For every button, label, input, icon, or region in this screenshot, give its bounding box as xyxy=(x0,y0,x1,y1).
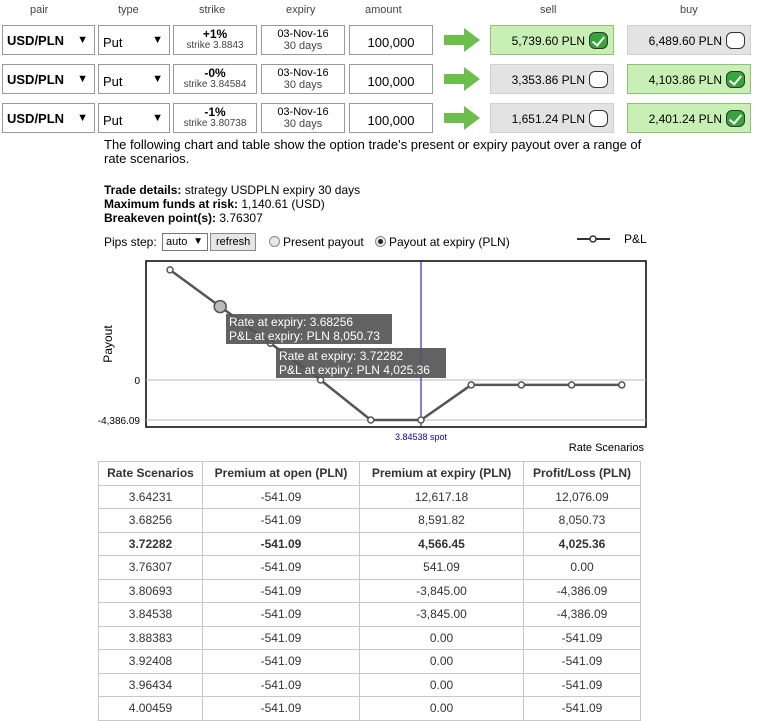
strike-value: strike 3.8843 xyxy=(186,40,244,51)
table-cell: -541.09 xyxy=(203,532,360,556)
pair-select[interactable] xyxy=(2,64,95,94)
pnl-point xyxy=(518,382,524,388)
table-cell: 4,566.45 xyxy=(360,532,524,556)
sell-price-button[interactable] xyxy=(490,103,614,133)
strike-field[interactable] xyxy=(173,25,257,55)
type-value: Put xyxy=(103,35,123,50)
expiry-days: 30 days xyxy=(283,118,323,130)
tooltip-rate: Rate at expiry: 3.72282 xyxy=(279,349,404,363)
table-cell: 3.64231 xyxy=(99,485,203,509)
sell-price: 3,353.86 PLN xyxy=(511,73,585,87)
table-cell: 0.00 xyxy=(360,650,524,674)
expiry-days: 30 days xyxy=(283,79,323,91)
table-cell: -541.09 xyxy=(524,697,641,721)
chevron-down-icon: ▼ xyxy=(77,73,88,85)
table-cell: -541.09 xyxy=(203,509,360,533)
arrow-right-icon xyxy=(444,106,480,130)
table-cell: -541.09 xyxy=(203,650,360,674)
sell-price-button[interactable] xyxy=(490,64,614,94)
expiry-date: 03-Nov-16 xyxy=(277,28,329,40)
amount-input[interactable]: 100,000 xyxy=(349,103,433,133)
table-cell: -541.09 xyxy=(203,697,360,721)
pnl-point xyxy=(214,301,226,313)
trade-row xyxy=(0,64,758,96)
sell-checkbox[interactable] xyxy=(589,32,608,49)
buy-price-button[interactable] xyxy=(627,103,751,133)
sell-price-button[interactable] xyxy=(490,25,614,55)
table-row xyxy=(99,673,641,697)
table-cell: 4.00459 xyxy=(99,697,203,721)
chevron-down-icon: ▼ xyxy=(77,112,88,124)
refresh-button[interactable]: refresh xyxy=(210,233,256,251)
table-row xyxy=(99,579,641,603)
expiry-field[interactable] xyxy=(261,64,345,94)
tooltip-pnl: P&L at expiry: PLN 8,050.73 xyxy=(229,329,380,343)
chevron-down-icon: ▼ xyxy=(152,34,163,46)
table-cell: 0.00 xyxy=(360,673,524,697)
table-cell: 12,076.09 xyxy=(524,485,641,509)
trade-row xyxy=(0,103,758,135)
table-body xyxy=(99,485,641,720)
pips-step-value: auto xyxy=(166,236,188,248)
chart-legend xyxy=(577,232,647,246)
buy-price-button[interactable] xyxy=(627,25,751,55)
strike-field[interactable] xyxy=(173,64,257,94)
table-cell: 12,617.18 xyxy=(360,485,524,509)
type-value: Put xyxy=(103,74,123,89)
type-select[interactable] xyxy=(98,103,170,133)
strike-value: strike 3.84584 xyxy=(183,79,247,90)
pnl-point xyxy=(167,267,173,273)
sell-checkbox[interactable] xyxy=(589,71,608,88)
column-header: Premium at open (PLN) xyxy=(203,462,360,486)
table-row xyxy=(99,650,641,674)
y-axis-label: Payout xyxy=(101,325,115,363)
trade-details-label: Trade details: xyxy=(104,183,182,197)
pair-value: USD/PLN xyxy=(7,72,65,87)
trade-row xyxy=(0,25,758,57)
table-cell: 3.72282 xyxy=(99,532,203,556)
strike-percent: +1% xyxy=(202,27,228,41)
pair-value: USD/PLN xyxy=(7,33,65,48)
pnl-point xyxy=(418,417,424,423)
pnl-point xyxy=(368,417,374,423)
spot-label: 3.84538 spot xyxy=(394,432,448,442)
amount-input[interactable]: 100,000 xyxy=(349,64,433,94)
type-value: Put xyxy=(103,113,123,128)
header-sell: sell xyxy=(540,4,557,16)
header-expiry: expiry xyxy=(286,4,316,16)
table-row xyxy=(99,509,641,533)
pair-select[interactable] xyxy=(2,103,95,133)
table-row xyxy=(99,603,641,627)
column-header: Profit/Loss (PLN) xyxy=(524,462,641,486)
sell-checkbox[interactable] xyxy=(589,110,608,127)
header-strike: strike xyxy=(199,4,226,16)
breakeven-label: Breakeven point(s): xyxy=(104,211,217,225)
table-row xyxy=(99,532,641,556)
chevron-down-icon: ▼ xyxy=(193,236,203,247)
table-cell: -4,386.09 xyxy=(524,579,641,603)
table-row xyxy=(99,626,641,650)
pnl-point xyxy=(619,382,625,388)
arrow-right-icon xyxy=(444,67,480,91)
breakeven-value: 3.76307 xyxy=(219,211,263,225)
table-cell: 8,591.82 xyxy=(360,509,524,533)
chevron-down-icon: ▼ xyxy=(152,73,163,85)
type-select[interactable] xyxy=(98,25,170,55)
expiry-field[interactable] xyxy=(261,103,345,133)
chevron-down-icon: ▼ xyxy=(152,112,163,124)
expiry-field[interactable] xyxy=(261,25,345,55)
y-tick-label: 0 xyxy=(134,376,140,387)
buy-price-button[interactable] xyxy=(627,64,751,94)
table-cell: 3.92408 xyxy=(99,650,203,674)
pair-value: USD/PLN xyxy=(7,111,65,126)
table-row xyxy=(99,556,641,580)
table-cell: 3.84538 xyxy=(99,603,203,627)
buy-price: 2,401.24 PLN xyxy=(648,112,722,126)
payout-chart xyxy=(90,226,660,456)
plot-area xyxy=(146,261,646,427)
table-cell: 0.00 xyxy=(360,697,524,721)
trade-details-value: strategy USDPLN expiry 30 days xyxy=(184,183,361,197)
expiry-date: 03-Nov-16 xyxy=(277,106,329,118)
column-header: Premium at expiry (PLN) xyxy=(360,462,524,486)
expiry-date: 03-Nov-16 xyxy=(277,67,329,79)
chevron-down-icon: ▼ xyxy=(77,34,88,46)
table-cell: -3,845.00 xyxy=(360,603,524,627)
buy-price: 6,489.60 PLN xyxy=(648,34,722,48)
strike-percent: -0% xyxy=(204,66,226,80)
table-cell: 3.76307 xyxy=(99,556,203,580)
expiry-days: 30 days xyxy=(283,40,323,52)
legend-marker xyxy=(590,236,596,242)
table-header-row xyxy=(99,462,641,486)
table-cell: 3.68256 xyxy=(99,509,203,533)
table-cell: 3.88383 xyxy=(99,626,203,650)
header-amount: amount xyxy=(365,4,402,16)
table-cell: 0.00 xyxy=(360,626,524,650)
table-cell: 3.80693 xyxy=(99,579,203,603)
sell-price: 5,739.60 PLN xyxy=(511,34,585,48)
column-header: Rate Scenarios xyxy=(99,462,203,486)
table-cell: -541.09 xyxy=(203,579,360,603)
max-risk-label: Maximum funds at risk: xyxy=(104,197,239,211)
table-cell: -541.09 xyxy=(203,603,360,627)
table-cell: -541.09 xyxy=(203,485,360,509)
table-cell: 8,050.73 xyxy=(524,509,641,533)
strike-percent: -1% xyxy=(204,105,226,119)
table-cell: -541.09 xyxy=(524,650,641,674)
intro-text: The following chart and table show the option trade's present or expiry payout over a range of rate scenarios. xyxy=(104,137,642,166)
header-pair: pair xyxy=(30,4,49,16)
sell-price: 1,651.24 PLN xyxy=(511,112,585,126)
tooltip-pnl: P&L at expiry: PLN 4,025.36 xyxy=(279,363,430,377)
pips-step-label: Pips step: xyxy=(104,235,157,249)
table-cell: -541.09 xyxy=(524,626,641,650)
table-cell: -4,386.09 xyxy=(524,603,641,627)
tooltip-rate: Rate at expiry: 3.68256 xyxy=(229,315,354,329)
table-cell: -541.09 xyxy=(203,626,360,650)
table-row xyxy=(99,485,641,509)
table-row xyxy=(99,697,641,721)
x-axis-label: Rate Scenarios xyxy=(568,442,644,454)
strike-value: strike 3.80738 xyxy=(183,118,247,129)
table-cell: -3,845.00 xyxy=(360,579,524,603)
pnl-point xyxy=(468,382,474,388)
legend-label: P&L xyxy=(624,232,647,246)
strike-field[interactable] xyxy=(173,103,257,133)
table-cell: -541.09 xyxy=(203,673,360,697)
arrow-right-icon xyxy=(444,28,480,52)
pair-select[interactable] xyxy=(2,25,95,55)
present-payout-label: Present payout xyxy=(283,235,364,249)
type-select[interactable] xyxy=(98,64,170,94)
header-type: type xyxy=(118,4,139,16)
buy-checkbox[interactable] xyxy=(726,71,745,88)
buy-price: 4,103.86 PLN xyxy=(648,73,722,87)
table-cell: 541.09 xyxy=(360,556,524,580)
rate-scenarios-table xyxy=(98,461,641,721)
pnl-point xyxy=(569,382,575,388)
table-cell: 4,025.36 xyxy=(524,532,641,556)
trade-details xyxy=(104,183,360,225)
table-cell: 0.00 xyxy=(524,556,641,580)
table-cell: -541.09 xyxy=(524,673,641,697)
max-risk-value: 1,140.61 (USD) xyxy=(241,197,325,211)
buy-checkbox[interactable] xyxy=(726,110,745,127)
y-tick-label: -4,386.09 xyxy=(97,416,140,427)
amount-input[interactable]: 100,000 xyxy=(349,25,433,55)
table-cell: -541.09 xyxy=(203,556,360,580)
buy-checkbox[interactable] xyxy=(726,32,745,49)
table-cell: 3.96434 xyxy=(99,673,203,697)
header-buy: buy xyxy=(680,4,698,16)
expiry-payout-label: Payout at expiry (PLN) xyxy=(389,235,510,249)
